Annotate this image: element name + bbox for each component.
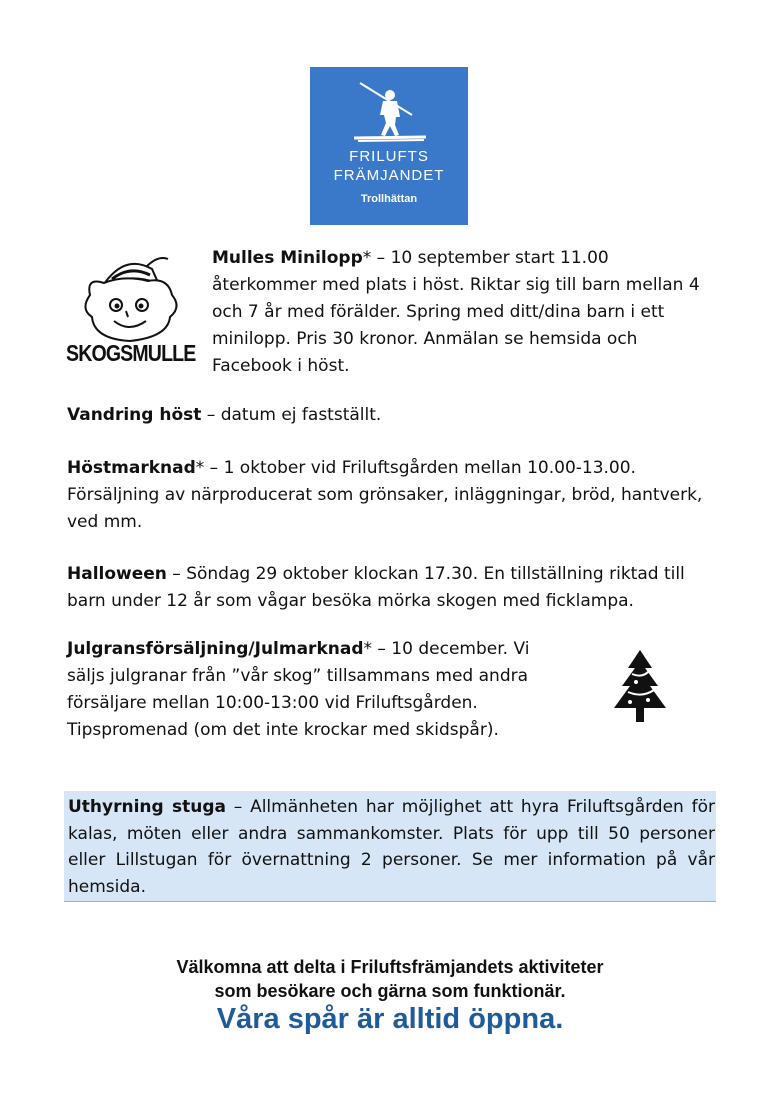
rental-body: – Allmänheten har möjlighet att hyra Friluftsgården för kalas, möten eller andra sammankomster. Plats för upp till 50 personer eller Lillstugan för övernattning 2 personer. Se mer information på vår hemsida. [68, 797, 715, 897]
event-text: – Söndag 29 oktober klockan 17.30. En tillställning riktad till barn under 12 år som vågar besöka mörka skogen med ficklampa. [67, 564, 685, 611]
welcome-line-2: som besökare och gärna som funktionär. [214, 981, 566, 1001]
rental-text [68, 794, 715, 900]
logo-line-1: FRILUFTS [349, 148, 429, 165]
event-text: – datum ej fastställt. [201, 405, 382, 425]
slogan: Våra spår är alltid öppna. [216, 1003, 564, 1035]
event-title: Julgransförsäljning/Julmarknad [67, 639, 364, 659]
logo-line-2: FRÄMJANDET [333, 167, 445, 184]
christmas-tree-icon [612, 648, 668, 728]
event-title: Vandring höst [67, 405, 202, 425]
friluftsframjandet-logo [310, 67, 468, 225]
skogsmulle-wordmark: SKOGSMULLE [66, 340, 196, 366]
event-text: * – 10 september start 11.00 återkommer med plats i höst. Riktar sig till barn mellan 4 och 7 år med förälder. Spring med ditt/dina barn i ett minilopp. Pris 30 kronor. Anmälan se hemsida och Facebook i höst. [212, 248, 700, 376]
event-text: * – 10 december. Vi säljs julgranar från ”vår skog” tillsammans med andra försäljare mellan 10:00-13:00 vid Friluftsgården. Tipspromenad (om det inte krockar med skidspår). [67, 639, 530, 740]
logo-line-3: Trollhättan [360, 193, 418, 205]
skier-icon [350, 81, 428, 143]
event-title: Halloween [67, 564, 167, 584]
event-julmarknad [67, 636, 567, 744]
event-hostmarknad [67, 455, 727, 536]
event-title: Mulles Minilopp [212, 248, 363, 268]
event-text: * – 1 oktober vid Friluftsgården mellan 10.00-13.00. Försäljning av närproducerat som grönsaker, inläggningar, bröd, hantverk, ved mm. [67, 458, 703, 532]
event-vandring [67, 402, 727, 429]
event-title: Höstmarknad [67, 458, 196, 478]
rental-info-box [64, 791, 716, 902]
rental-title: Uthyrning stuga [68, 797, 226, 817]
welcome-line-1: Välkomna att delta i Friluftsfrämjandets aktiviteter [176, 957, 604, 977]
event-minilopp [212, 245, 717, 380]
event-halloween [67, 561, 727, 615]
